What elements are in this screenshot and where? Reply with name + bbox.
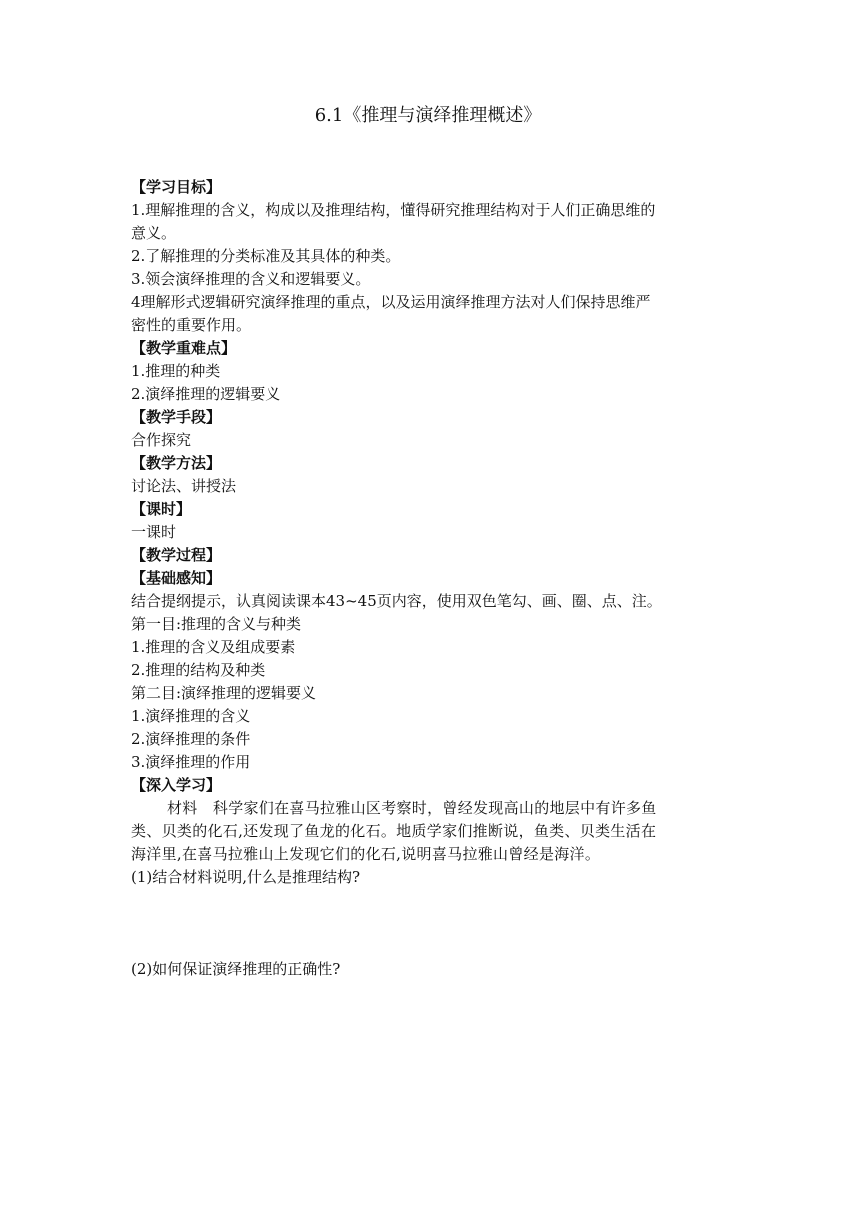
goal-line: 意义。	[131, 224, 177, 242]
goal-line: 2.了解推理的分类标准及其具体的种类。	[131, 247, 401, 265]
methods-heading: 【教学方法】	[131, 454, 222, 472]
material-line: 类、贝类的化石,还发现了鱼龙的化石。地质学家们推断说，鱼类、贝类生活在	[131, 822, 657, 840]
basics-line: 2.演绎推理的条件	[131, 730, 251, 748]
basics-heading: 【基础感知】	[131, 569, 222, 587]
goals-heading: 【学习目标】	[131, 178, 222, 196]
deep-learning-heading: 【深入学习】	[131, 776, 222, 794]
key-points-heading: 【教学重难点】	[131, 339, 237, 357]
basics-line: 1.演绎推理的含义	[131, 707, 251, 725]
document-body	[131, 176, 731, 981]
goal-line: 3.领会演绎推理的含义和逻辑要义。	[131, 270, 371, 288]
question-1: (1)结合材料说明,什么是推理结构?	[131, 868, 361, 886]
goal-line: 密性的重要作用。	[131, 316, 252, 334]
document-title: 6.1《推理与演绎推理概述》	[314, 105, 542, 126]
basics-line: 2.推理的结构及种类	[131, 661, 266, 679]
methods-text: 讨论法、讲授法	[131, 477, 237, 495]
basics-line: 第一目:推理的含义与种类	[131, 615, 302, 633]
goal-line: 4理解形式逻辑研究演绎推理的重点，以及运用演绎推理方法对人们保持思维严	[131, 293, 651, 311]
process-heading: 【教学过程】	[131, 546, 222, 564]
basics-line: 3.演绎推理的作用	[131, 753, 251, 771]
key-point-line: 2.演绎推理的逻辑要义	[131, 385, 281, 403]
material-line: 海洋里,在喜马拉雅山上发现它们的化石,说明喜马拉雅山曾经是海洋。	[131, 845, 601, 863]
question-2: (2)如何保证演绎推理的正确性?	[131, 960, 341, 978]
means-text: 合作探究	[131, 431, 192, 449]
basics-line: 第二目:演绎推理的逻辑要义	[131, 684, 317, 702]
key-point-line: 1.推理的种类	[131, 362, 221, 380]
hours-text: 一课时	[131, 523, 177, 541]
material-line: 材料 科学家们在喜马拉雅山区考察时，曾经发现高山的地层中有许多鱼	[167, 799, 657, 817]
basics-line: 结合提纲提示，认真阅读课本43~45页内容，使用双色笔勾、画、圈、点、注。	[131, 592, 662, 610]
goal-line: 1.理解推理的含义，构成以及推理结构，懂得研究推理结构对于人们正确思维的	[131, 201, 656, 219]
means-heading: 【教学手段】	[131, 408, 222, 426]
basics-line: 1.推理的含义及组成要素	[131, 638, 296, 656]
hours-heading: 【课时】	[131, 500, 192, 518]
